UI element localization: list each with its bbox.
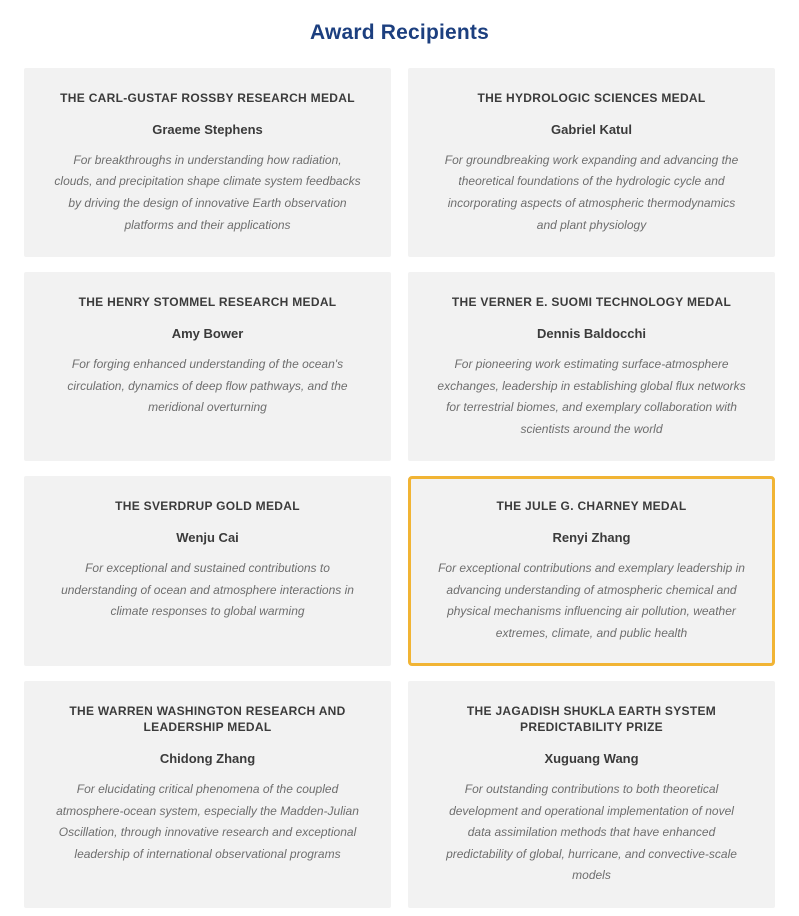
award-recipient-name: Gabriel Katul <box>551 121 632 137</box>
award-card[interactable] <box>24 272 391 461</box>
award-citation: For forging enhanced understanding of the ocean's circulation, dynamics of deep flow pathways, and the meridional overturning <box>67 356 348 415</box>
award-recipient-name: Graeme Stephens <box>152 121 263 137</box>
award-card[interactable] <box>24 476 391 665</box>
award-citation: For exceptional and sustained contributions to understanding of ocean and atmosphere interactions in climate responses to global warming <box>61 561 354 619</box>
awards-grid <box>0 45 799 916</box>
award-recipient-name: Wenju Cai <box>176 530 239 546</box>
award-citation: For exceptional contributions and exemplary leadership in advancing understanding of atmospheric chemical and physical mechanisms influencing air pollution, weather extremes, climate, and public health <box>438 561 745 640</box>
award-medal-title: THE VERNER E. SUOMI TECHNOLOGY MEDAL <box>451 295 732 310</box>
page-title: Award Recipients <box>309 21 490 44</box>
award-citation: For outstanding contributions to both theoretical development and operational implementation of novel data assimilation methods that have enhanced predictability of global, hurricane, and convective-scale models <box>446 782 737 883</box>
award-card[interactable] <box>408 681 775 909</box>
award-card[interactable] <box>24 68 391 257</box>
award-medal-title: THE CARL-GUSTAF ROSSBY RESEARCH MEDAL <box>60 91 355 105</box>
award-card[interactable] <box>408 68 775 257</box>
award-medal-title: THE WARREN WASHINGTON RESEARCH AND LEADERSHIP MEDAL <box>69 703 346 735</box>
award-recipient-name: Amy Bower <box>171 325 244 341</box>
award-recipient-name: Renyi Zhang <box>552 530 631 546</box>
award-medal-title: THE HENRY STOMMEL RESEARCH MEDAL <box>78 295 337 310</box>
award-card[interactable] <box>408 476 775 665</box>
award-medal-title: THE JAGADISH SHUKLA EARTH SYSTEM PREDICTABILITY PRIZE <box>466 703 717 735</box>
award-card[interactable] <box>24 681 391 909</box>
award-citation: For breakthroughs in understanding how radiation, clouds, and precipitation shape climate system feedbacks by driving the design of innovative Earth observation platforms and their applications <box>54 152 361 232</box>
award-recipient-name: Chidong Zhang <box>159 751 256 767</box>
award-citation: For groundbreaking work expanding and advancing the theoretical foundations of the hydrologic cycle and incorporating aspects of atmospheric thermodynamics and plant physiology <box>444 152 739 232</box>
award-recipient-name: Dennis Baldocchi <box>536 325 647 341</box>
award-citation: For elucidating critical phenomena of the coupled atmosphere-ocean system, especially the Madden-Julian Oscillation, through innovative research and exceptional leadership of international observational programs <box>56 782 359 861</box>
award-medal-title: THE JULE G. CHARNEY MEDAL <box>496 499 687 514</box>
award-medal-title: THE HYDROLOGIC SCIENCES MEDAL <box>477 91 706 105</box>
award-recipient-name: Xuguang Wang <box>544 751 639 767</box>
award-citation: For pioneering work estimating surface-atmosphere exchanges, leadership in establishing global flux networks for terrestrial biomes, and exemplary collaboration with scientists around the world <box>437 356 746 436</box>
award-card[interactable] <box>408 272 775 461</box>
award-medal-title: THE SVERDRUP GOLD MEDAL <box>115 499 300 514</box>
